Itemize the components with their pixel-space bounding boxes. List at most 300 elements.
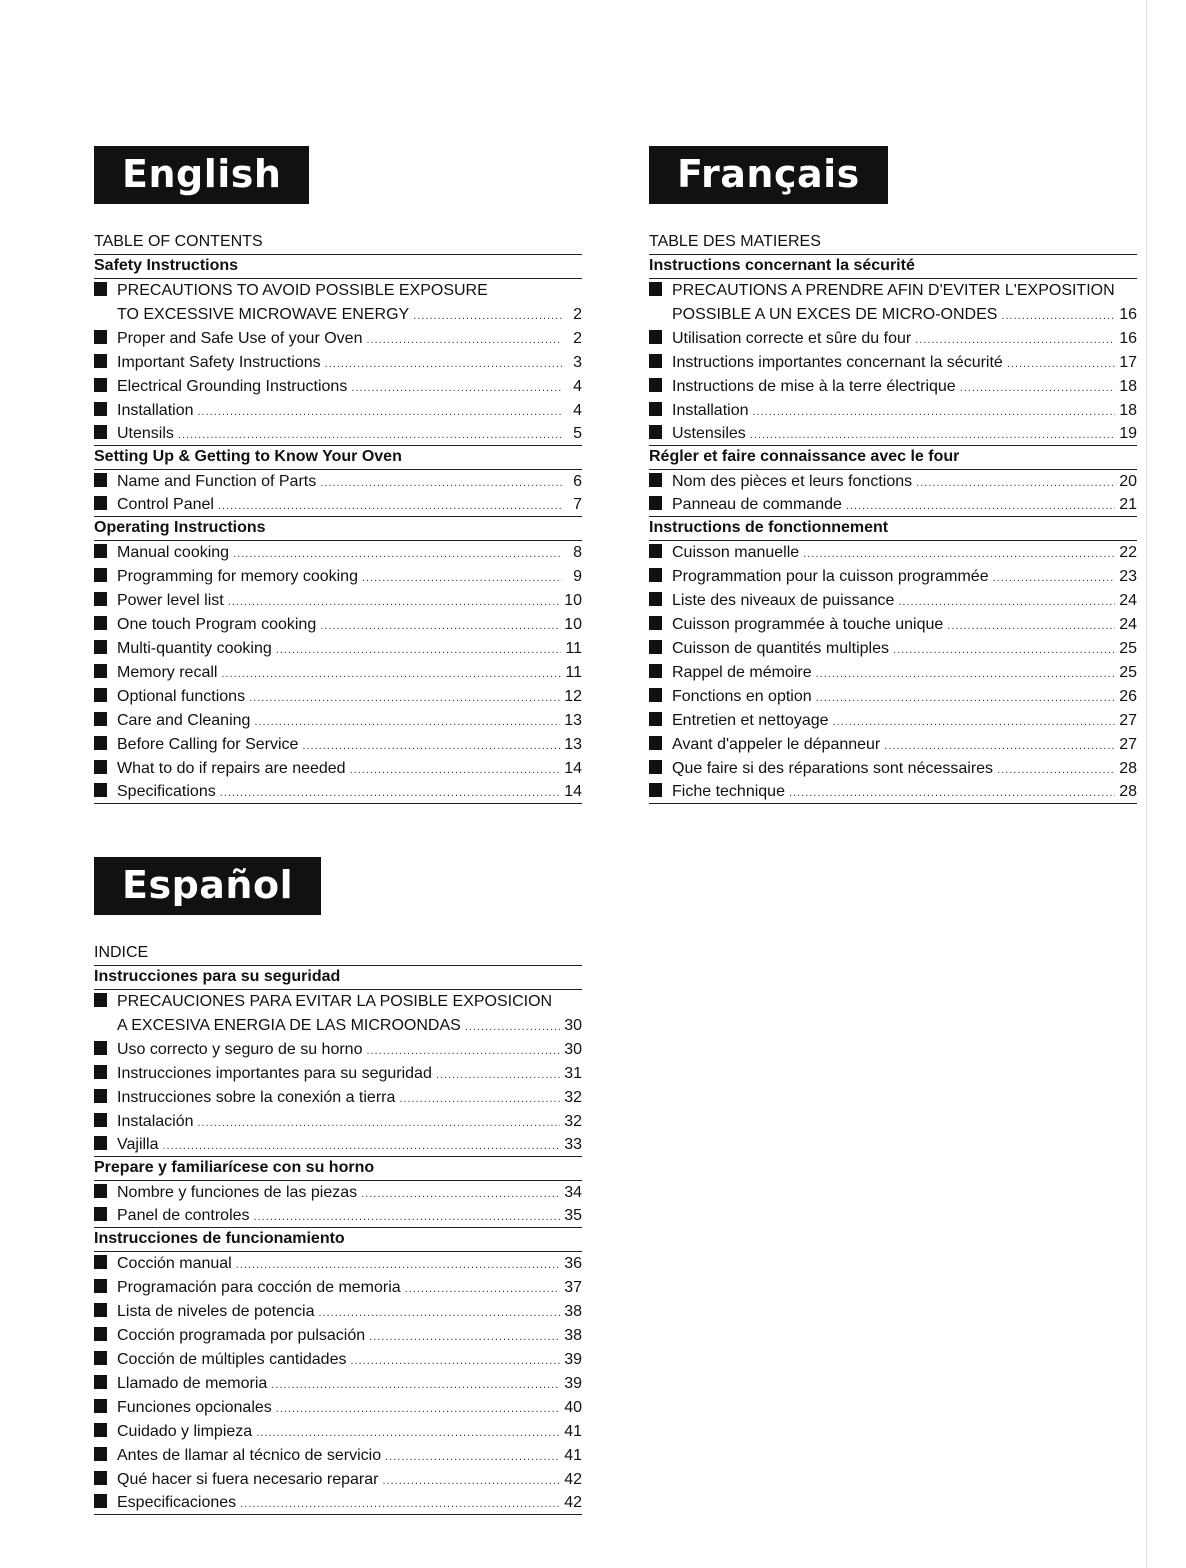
dot-leader	[960, 376, 1116, 400]
square-bullet-icon	[649, 760, 662, 774]
toc-entry	[94, 1205, 582, 1228]
square-bullet-icon	[94, 993, 107, 1007]
entry-label: Optional functions	[117, 688, 246, 705]
dot-leader	[947, 614, 1115, 638]
toc-entry	[94, 1396, 582, 1420]
entry-label: Utensils	[117, 425, 174, 442]
toc-entry	[649, 423, 1137, 446]
dot-leader	[228, 590, 561, 614]
entry-label: Nom des pièces et leurs fonctions	[672, 473, 913, 490]
toc-entry	[94, 375, 582, 399]
entry-label: One touch Program cooking	[117, 616, 317, 633]
dot-leader	[997, 758, 1115, 782]
dot-leader	[385, 1445, 560, 1469]
square-bullet-icon	[649, 282, 662, 296]
toc-entry	[94, 709, 582, 733]
square-bullet-icon	[649, 616, 662, 630]
toc-entry	[94, 1492, 582, 1515]
entry-label: Programmation pour la cuisson programmée	[672, 568, 989, 585]
square-bullet-icon	[94, 330, 107, 344]
page-number: 32	[564, 1089, 582, 1106]
toc-entry	[94, 1038, 582, 1062]
entry-label: Proper and Safe Use of your Oven	[117, 330, 363, 347]
square-bullet-icon	[649, 712, 662, 726]
toc-entry	[94, 733, 582, 757]
square-bullet-icon	[649, 568, 662, 582]
square-bullet-icon	[649, 544, 662, 558]
square-bullet-icon	[649, 592, 662, 606]
entry-label: Rappel de mémoire	[672, 664, 812, 681]
toc-sections	[649, 255, 1137, 804]
entry-label: Programming for memory cooking	[117, 568, 358, 585]
page-number: 27	[1119, 712, 1137, 729]
entry-label: Cocción de múltiples cantidades	[117, 1351, 347, 1368]
language-heading: Español	[94, 857, 321, 915]
toc-entry	[94, 1181, 582, 1205]
page-number: 42	[564, 1471, 582, 1488]
page-number: 39	[564, 1351, 582, 1368]
page-number: 32	[564, 1113, 582, 1130]
dot-leader	[256, 1421, 560, 1445]
entry-label: Nombre y funciones de las piezas	[117, 1184, 358, 1201]
toc-entry	[649, 279, 1137, 303]
toc-entry	[94, 303, 582, 327]
entry-label: Memory recall	[117, 664, 218, 681]
page-number: 2	[573, 306, 582, 323]
dot-leader	[366, 1039, 560, 1063]
dot-leader	[249, 686, 560, 710]
page-number: 16	[1119, 330, 1137, 347]
entry-label: Multi-quantity cooking	[117, 640, 272, 657]
language-heading: English	[94, 146, 309, 204]
entry-label: Cocción programada por pulsación	[117, 1327, 366, 1344]
toc-entry	[649, 351, 1137, 375]
entry-label: Important Safety Instructions	[117, 354, 321, 371]
entry-label: Name and Function of Parts	[117, 473, 317, 490]
page-number: 33	[564, 1136, 582, 1153]
page-number: 42	[564, 1494, 582, 1511]
entry-label: Entretien et nettoyage	[672, 712, 829, 729]
page-number: 10	[564, 616, 582, 633]
entry-label: Cuisson de quantités multiples	[672, 640, 890, 657]
dot-leader	[465, 1015, 560, 1039]
square-bullet-icon	[94, 736, 107, 750]
entry-label: PRECAUTIONS A PRENDRE AFIN D'EVITER L'EXPOSITION	[672, 282, 1115, 299]
square-bullet-icon	[94, 688, 107, 702]
page-number: 8	[573, 544, 582, 561]
page-number: 18	[1119, 378, 1137, 395]
section-heading: Instrucciones de funcionamiento	[94, 1228, 582, 1252]
square-bullet-icon	[94, 664, 107, 678]
page-number: 31	[564, 1065, 582, 1082]
section-heading: Prepare y familiarícese con su horno	[94, 1157, 582, 1181]
page-number: 4	[573, 402, 582, 419]
page-number: 7	[573, 496, 582, 513]
page-number: 35	[564, 1207, 582, 1224]
square-bullet-icon	[94, 712, 107, 726]
entry-label: A EXCESIVA ENERGIA DE LAS MICROONDAS	[117, 1017, 461, 1034]
page-number: 24	[1119, 616, 1137, 633]
square-bullet-icon	[649, 664, 662, 678]
page-number: 30	[564, 1017, 582, 1034]
section-heading: Instructions de fonctionnement	[649, 517, 1137, 541]
toc-entry	[94, 565, 582, 589]
page-number: 34	[564, 1184, 582, 1201]
dot-leader	[1001, 304, 1115, 328]
page-number: 18	[1119, 402, 1137, 419]
toc-entry	[649, 494, 1137, 517]
entry-label: Cuisson manuelle	[672, 544, 800, 561]
square-bullet-icon	[94, 496, 107, 510]
toc-entry	[94, 1062, 582, 1086]
toc-entry	[94, 1468, 582, 1492]
entry-label: Especificaciones	[117, 1494, 237, 1511]
dot-leader	[789, 782, 1115, 804]
toc-entry	[94, 1276, 582, 1300]
page-number: 11	[565, 640, 582, 657]
entry-label: What to do if repairs are needed	[117, 760, 346, 777]
entry-label: Llamado de memoria	[117, 1375, 268, 1392]
toc-english	[94, 146, 582, 804]
page-number: 28	[1119, 783, 1137, 800]
entry-label: Instalación	[117, 1113, 194, 1130]
square-bullet-icon	[94, 544, 107, 558]
square-bullet-icon	[94, 1327, 107, 1341]
toc-entry	[94, 1324, 582, 1348]
entry-label: Cuidado y limpieza	[117, 1423, 253, 1440]
section-heading: Operating Instructions	[94, 517, 582, 541]
square-bullet-icon	[649, 378, 662, 392]
dot-leader	[198, 1111, 561, 1135]
toc-entry	[649, 565, 1137, 589]
page-number: 5	[573, 425, 582, 442]
entry-label: Instrucciones importantes para su seguridad	[117, 1065, 432, 1082]
dot-leader	[816, 662, 1116, 686]
dot-leader	[320, 471, 562, 495]
toc-entry	[94, 1014, 582, 1038]
dot-leader	[915, 328, 1115, 352]
page-number: 39	[564, 1375, 582, 1392]
entry-label: Power level list	[117, 592, 224, 609]
toc-title: TABLE OF CONTENTS	[94, 231, 582, 255]
section-heading: Régler et faire connaissance avec le four	[649, 446, 1137, 470]
dot-leader	[916, 471, 1115, 495]
dot-leader	[178, 424, 562, 446]
entry-label: Fonctions en option	[672, 688, 812, 705]
toc-entry	[649, 613, 1137, 637]
dot-leader	[1007, 352, 1115, 376]
entry-label: Panel de controles	[117, 1207, 250, 1224]
entry-label: Cuisson programmée à touche unique	[672, 616, 944, 633]
page-number: 28	[1119, 760, 1137, 777]
toc-entry	[649, 757, 1137, 781]
toc-entry	[649, 661, 1137, 685]
entry-label: Care and Cleaning	[117, 712, 251, 729]
square-bullet-icon	[94, 1065, 107, 1079]
dot-leader	[413, 304, 562, 328]
toc-entry	[94, 351, 582, 375]
page-number: 17	[1119, 354, 1137, 371]
dot-leader	[803, 542, 1115, 566]
page-number: 24	[1119, 592, 1137, 609]
dot-leader	[254, 710, 560, 734]
square-bullet-icon	[649, 783, 662, 797]
toc-entry	[94, 1372, 582, 1396]
square-bullet-icon	[94, 568, 107, 582]
toc-entry	[94, 279, 582, 303]
entry-label: Installation	[672, 402, 749, 419]
page-number: 6	[573, 473, 582, 490]
dot-leader	[302, 734, 560, 758]
dot-leader	[350, 758, 561, 782]
toc-entry	[94, 494, 582, 517]
toc-entry	[649, 541, 1137, 565]
square-bullet-icon	[649, 425, 662, 439]
square-bullet-icon	[94, 354, 107, 368]
entry-label: Avant d'appeler le dépanneur	[672, 736, 881, 753]
entry-label: PRECAUCIONES PARA EVITAR LA POSIBLE EXPOSICION	[117, 993, 553, 1010]
dot-leader	[233, 542, 562, 566]
dot-leader	[240, 1493, 560, 1515]
toc-entry	[649, 709, 1137, 733]
toc-espanol	[94, 857, 582, 1515]
square-bullet-icon	[94, 592, 107, 606]
entry-label: Programación para cocción de memoria	[117, 1279, 401, 1296]
page-number: 4	[573, 378, 582, 395]
dot-leader	[198, 400, 563, 424]
entry-label: Instructions de mise à la terre électrique	[672, 378, 956, 395]
dot-leader	[325, 352, 562, 376]
dot-leader	[753, 400, 1116, 424]
toc-entry	[94, 990, 582, 1014]
square-bullet-icon	[94, 1113, 107, 1127]
dot-leader	[898, 590, 1115, 614]
entry-label: Specifications	[117, 783, 216, 800]
square-bullet-icon	[94, 473, 107, 487]
square-bullet-icon	[94, 1089, 107, 1103]
entry-label: Panneau de commande	[672, 496, 842, 513]
square-bullet-icon	[94, 1447, 107, 1461]
page-number: 19	[1119, 425, 1137, 442]
toc-entry	[94, 1444, 582, 1468]
dot-leader	[369, 1325, 560, 1349]
entry-label: Installation	[117, 402, 194, 419]
square-bullet-icon	[94, 640, 107, 654]
toc-entry	[94, 327, 582, 351]
toc-sections	[94, 966, 582, 1515]
dot-leader	[318, 1301, 560, 1325]
page-number: 27	[1119, 736, 1137, 753]
entry-label: Fiche technique	[672, 783, 785, 800]
dot-leader	[350, 1349, 560, 1373]
page-number: 11	[565, 664, 582, 681]
entry-label: Manual cooking	[117, 544, 230, 561]
square-bullet-icon	[94, 1303, 107, 1317]
square-bullet-icon	[94, 1184, 107, 1198]
dot-leader	[276, 1397, 560, 1421]
page-number: 2	[573, 330, 582, 347]
language-heading: Français	[649, 146, 888, 204]
entry-label: Before Calling for Service	[117, 736, 299, 753]
square-bullet-icon	[94, 425, 107, 439]
section-heading: Instrucciones para su seguridad	[94, 966, 582, 990]
dot-leader	[271, 1373, 560, 1397]
square-bullet-icon	[94, 1375, 107, 1389]
dot-leader	[351, 376, 562, 400]
page-number: 37	[564, 1279, 582, 1296]
toc-entry	[94, 661, 582, 685]
square-bullet-icon	[94, 783, 107, 797]
square-bullet-icon	[649, 736, 662, 750]
page-number: 38	[564, 1303, 582, 1320]
toc-entry	[649, 637, 1137, 661]
toc-entry	[94, 1420, 582, 1444]
square-bullet-icon	[649, 473, 662, 487]
square-bullet-icon	[649, 402, 662, 416]
page-number: 25	[1119, 664, 1137, 681]
dot-leader	[399, 1087, 560, 1111]
toc-entry	[94, 423, 582, 446]
dot-leader	[254, 1206, 561, 1228]
page-number: 26	[1119, 688, 1137, 705]
page-number: 9	[573, 568, 582, 585]
toc-entry	[649, 327, 1137, 351]
dot-leader	[993, 566, 1116, 590]
dot-leader	[816, 686, 1116, 710]
page-number: 12	[564, 688, 582, 705]
entry-label: Cocción manual	[117, 1255, 232, 1272]
toc-entry	[94, 1348, 582, 1372]
page-number: 10	[564, 592, 582, 609]
toc-entry	[94, 589, 582, 613]
page-number: 14	[564, 760, 582, 777]
toc-entry	[94, 1110, 582, 1134]
dot-leader	[276, 638, 562, 662]
dot-leader	[218, 495, 562, 517]
square-bullet-icon	[94, 378, 107, 392]
square-bullet-icon	[94, 1351, 107, 1365]
toc-entry	[94, 470, 582, 494]
toc-sections	[94, 255, 582, 804]
square-bullet-icon	[94, 1255, 107, 1269]
square-bullet-icon	[94, 402, 107, 416]
entry-label: Instructions importantes concernant la sécurité	[672, 354, 1003, 371]
entry-label: Instrucciones sobre la conexión a tierra	[117, 1089, 396, 1106]
toc-entry	[649, 589, 1137, 613]
toc-entry	[94, 1300, 582, 1324]
page-number: 38	[564, 1327, 582, 1344]
dot-leader	[366, 328, 562, 352]
toc-entry	[649, 781, 1137, 804]
dot-leader	[405, 1277, 561, 1301]
square-bullet-icon	[94, 1494, 107, 1508]
page-number: 41	[564, 1447, 582, 1464]
dot-leader	[163, 1135, 561, 1157]
section-heading: Setting Up & Getting to Know Your Oven	[94, 446, 582, 470]
entry-label: Antes de llamar al técnico de servicio	[117, 1447, 382, 1464]
page-number: 3	[573, 354, 582, 371]
square-bullet-icon	[94, 1471, 107, 1485]
square-bullet-icon	[649, 330, 662, 344]
toc-title: INDICE	[94, 942, 582, 966]
entry-label: Que faire si des réparations sont nécessaires	[672, 760, 994, 777]
section-heading: Instructions concernant la sécurité	[649, 255, 1137, 279]
page-number: 41	[564, 1423, 582, 1440]
page-number: 40	[564, 1399, 582, 1416]
entry-label: Electrical Grounding Instructions	[117, 378, 348, 395]
square-bullet-icon	[94, 1423, 107, 1437]
page-number: 13	[564, 736, 582, 753]
toc-entry	[94, 541, 582, 565]
dot-leader	[893, 638, 1115, 662]
toc-entry	[649, 733, 1137, 757]
dot-leader	[361, 1182, 560, 1206]
toc-entry	[649, 685, 1137, 709]
square-bullet-icon	[94, 1399, 107, 1413]
dot-leader	[236, 1253, 560, 1277]
entry-label: Vajilla	[117, 1136, 159, 1153]
dot-leader	[220, 782, 560, 804]
page-number: 21	[1119, 496, 1137, 513]
toc-entry	[649, 375, 1137, 399]
toc-entry	[94, 637, 582, 661]
page-number: 13	[564, 712, 582, 729]
page-edge-line	[1146, 0, 1147, 1568]
page-number: 22	[1119, 544, 1137, 561]
toc-entry	[94, 685, 582, 709]
page-number: 30	[564, 1041, 582, 1058]
square-bullet-icon	[94, 1279, 107, 1293]
entry-label: Control Panel	[117, 496, 214, 513]
toc-entry	[94, 1134, 582, 1157]
entry-label: POSSIBLE A UN EXCES DE MICRO-ONDES	[672, 306, 998, 323]
page-number: 25	[1119, 640, 1137, 657]
dot-leader	[221, 662, 561, 686]
toc-entry	[94, 757, 582, 781]
square-bullet-icon	[94, 616, 107, 630]
dot-leader	[833, 710, 1116, 734]
dot-leader	[750, 424, 1115, 446]
section-heading: Safety Instructions	[94, 255, 582, 279]
toc-entry	[649, 470, 1137, 494]
page-number: 20	[1119, 473, 1137, 490]
toc-title: TABLE DES MATIERES	[649, 231, 1137, 255]
dot-leader	[320, 614, 560, 638]
entry-label: Funciones opcionales	[117, 1399, 272, 1416]
entry-label: Qué hacer si fuera necesario reparar	[117, 1471, 379, 1488]
toc-entry	[94, 1086, 582, 1110]
entry-label: Uso correcto y seguro de su horno	[117, 1041, 363, 1058]
square-bullet-icon	[94, 282, 107, 296]
entry-label: Utilisation correcte et sûre du four	[672, 330, 912, 347]
square-bullet-icon	[94, 760, 107, 774]
square-bullet-icon	[649, 688, 662, 702]
square-bullet-icon	[649, 496, 662, 510]
page-number: 36	[564, 1255, 582, 1272]
square-bullet-icon	[649, 354, 662, 368]
square-bullet-icon	[94, 1041, 107, 1055]
toc-francais	[649, 146, 1137, 804]
entry-label: PRECAUTIONS TO AVOID POSSIBLE EXPOSURE	[117, 282, 488, 299]
toc-entry	[94, 399, 582, 423]
toc-entry	[94, 613, 582, 637]
toc-entry	[94, 781, 582, 804]
page-number: 14	[564, 783, 582, 800]
entry-label: Lista de niveles de potencia	[117, 1303, 315, 1320]
toc-entry	[649, 399, 1137, 423]
square-bullet-icon	[94, 1136, 107, 1150]
dot-leader	[382, 1469, 560, 1493]
